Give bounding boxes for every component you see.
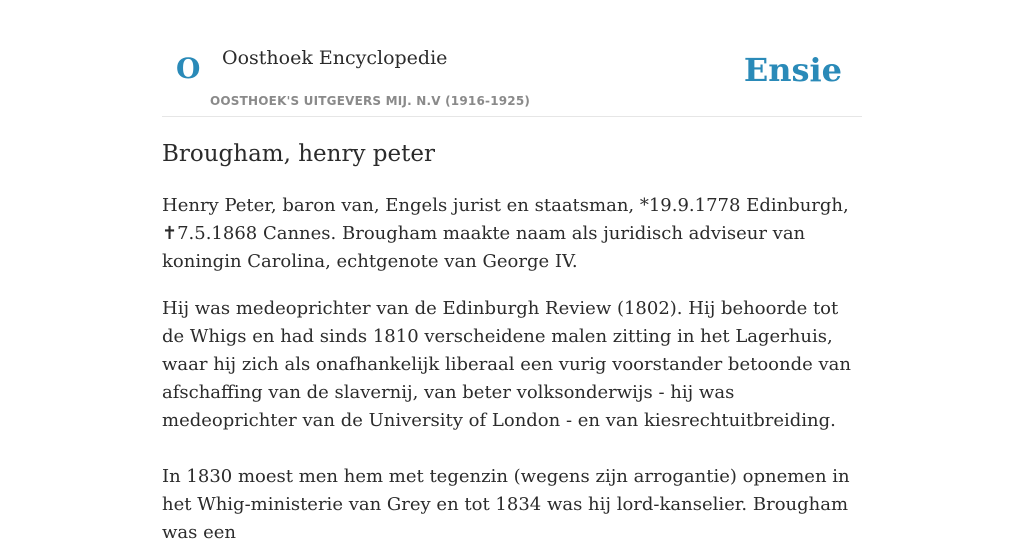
- article-paragraph: In 1830 moest men hem met tegenzin (wegens zijn arrogantie) opnemen in het Whig-ministerie van Grey en tot 1834 was hij lord-kanselier. Brougham was een: [162, 466, 850, 543]
- article-paragraph: Henry Peter, baron van, Engels jurist en staatsman, *19.9.1778 Edinburgh, ✝7.5.1868 Cannes. Brougham maakte naam als juridisch adviseur van koningin Carolina, echtgenote van George IV.: [162, 195, 849, 272]
- source-header: [162, 0, 862, 117]
- ensie-logo-link[interactable]: Ensie: [743, 51, 842, 89]
- article-body: [162, 192, 862, 547]
- source-title-link[interactable]: Oosthoek Encyclopedie: [222, 47, 448, 69]
- page-container: [162, 0, 862, 543]
- article-title: Brougham, henry peter: [162, 141, 435, 167]
- source-logo-icon[interactable]: O: [176, 52, 201, 85]
- publisher-label: OOSTHOEK'S UITGEVERS MIJ. N.V (1916-1925): [210, 94, 531, 108]
- article-paragraph: Hij was medeoprichter van de Edinburgh Review (1802). Hij behoorde tot de Whigs en had sinds 1810 verscheidene malen zitting in het Lagerhuis, waar hij zich als onafhankelijk liberaal een vurig voorstander betoonde van afschaffing van de slavernij, van beter volksonderwijs - hij was medeoprichter van de University of London - en van kiesrechtuitbreiding.: [162, 298, 851, 431]
